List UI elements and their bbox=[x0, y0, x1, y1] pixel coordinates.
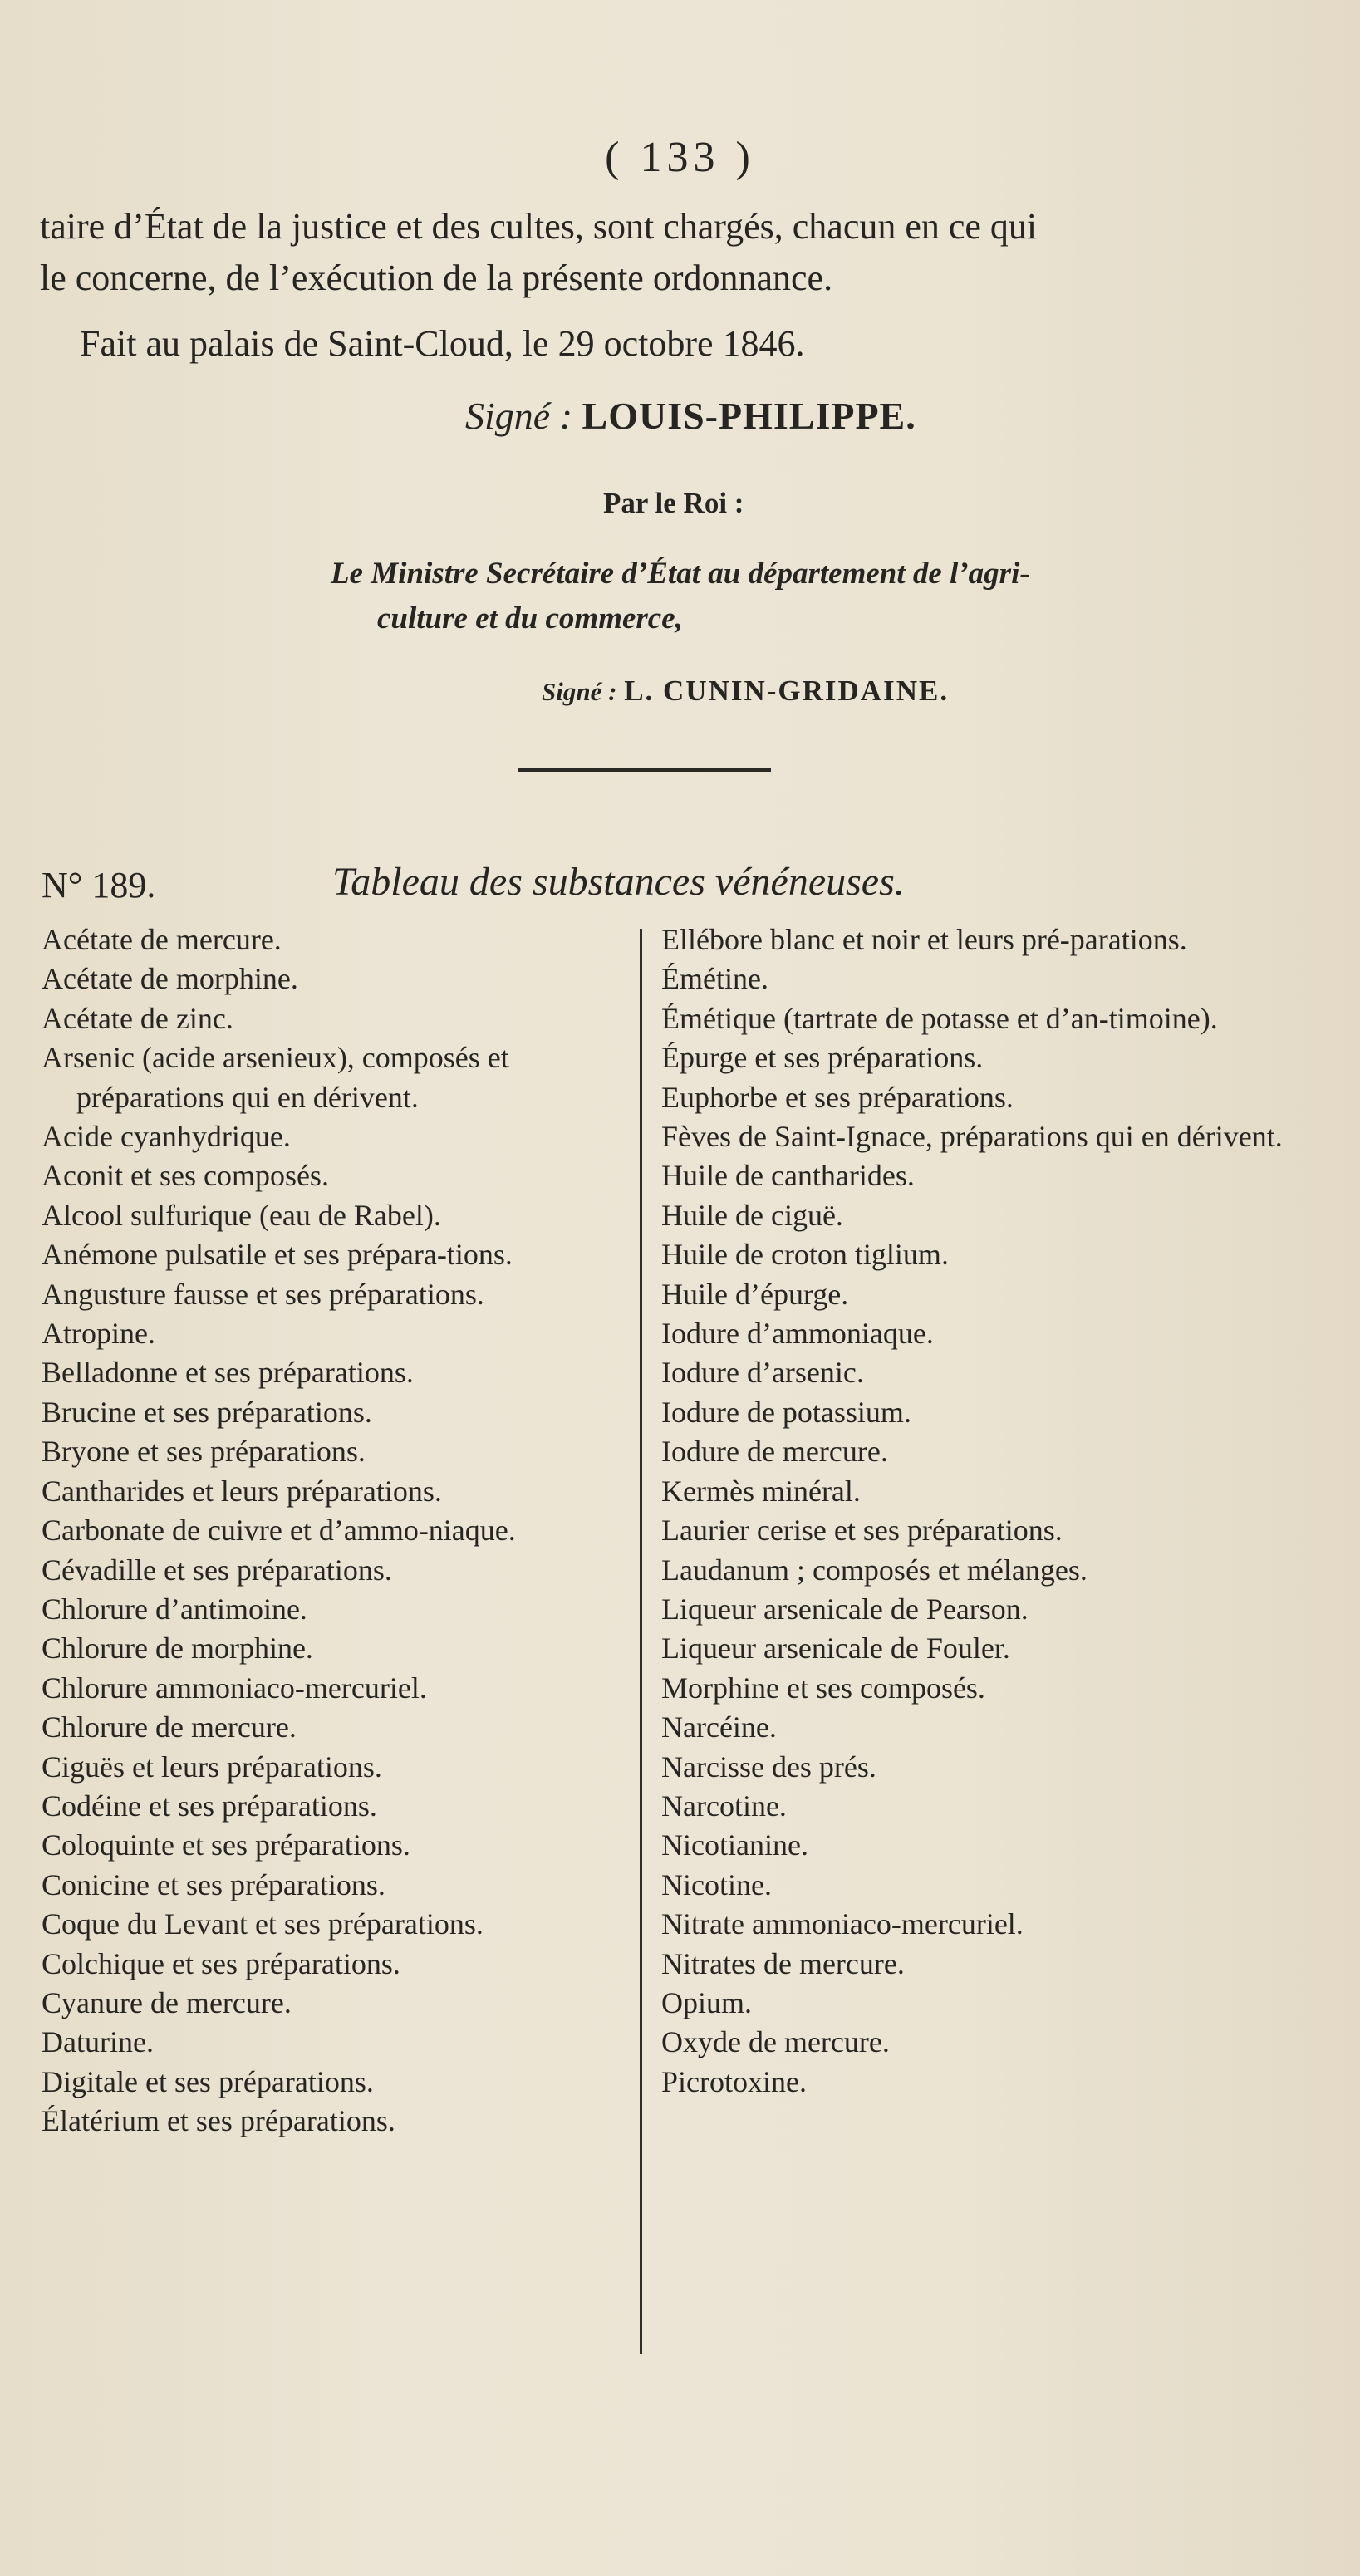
substance-entry: Acide cyanhydrique. bbox=[42, 1120, 291, 1154]
substance-entry: Opium. bbox=[661, 1985, 753, 2019]
substance-entry: Narcotine. bbox=[661, 1788, 787, 1823]
substance-entry: Alcool sulfurique (eau de Rabel). bbox=[42, 1198, 441, 1232]
date-place-line: Fait au palais de Saint-Cloud, le 29 octobre 1846. bbox=[80, 323, 805, 364]
substance-entry: Iodure d’arsenic. bbox=[661, 1356, 864, 1390]
substance-entry: Huile d’épurge. bbox=[661, 1277, 849, 1311]
substance-entry: Bryone et ses préparations. bbox=[42, 1435, 366, 1469]
substance-entry: Atropine. bbox=[42, 1317, 155, 1351]
substance-entry: Euphorbe et ses préparations. bbox=[661, 1080, 1014, 1114]
substance-entry: Kermès minéral. bbox=[661, 1474, 861, 1508]
intro-paragraph bbox=[40, 201, 1269, 304]
substance-entry: Arsenic (acide arsenieux), composés et préparations qui en dérivent. bbox=[42, 1041, 509, 1114]
substance-entry: Émétine. bbox=[661, 962, 768, 996]
substance-entry: Huile de croton tiglium. bbox=[661, 1238, 949, 1272]
intro-line-2: le concerne, de l’exécution de la présente ordonnance. bbox=[40, 258, 833, 298]
substance-entry: Acétate de zinc. bbox=[42, 1001, 233, 1035]
substance-entry: Laudanum ; composés et mélanges. bbox=[661, 1553, 1088, 1587]
substance-entry: Carbonate de cuivre et d’ammo-niaque. bbox=[42, 1514, 516, 1548]
substance-entry: Brucine et ses préparations. bbox=[42, 1395, 372, 1429]
minister-title bbox=[331, 552, 1286, 641]
substance-entry: Ellébore blanc et noir et leurs pré-parations. bbox=[661, 923, 1187, 956]
minister-signature-name: L. CUNIN-GRIDAINE. bbox=[624, 675, 950, 707]
substance-entry: Colchique et ses préparations. bbox=[42, 1946, 400, 1980]
minister-line-1: Le Ministre Secrétaire d’État au département de l’agri- bbox=[331, 557, 1030, 591]
table-title: Tableau des substances vénéneuses. bbox=[332, 860, 905, 904]
substance-entry: Cyanure de mercure. bbox=[42, 1985, 292, 2019]
substance-entry: Huile de ciguë. bbox=[661, 1198, 843, 1232]
substance-entry: Angusture fausse et ses préparations. bbox=[42, 1277, 484, 1311]
substance-entry: Liqueur arsenicale de Pearson. bbox=[661, 1592, 1029, 1626]
substance-entry: Liqueur arsenicale de Fouler. bbox=[661, 1631, 1010, 1666]
minister-line-2: culture et du commerce, bbox=[377, 601, 683, 635]
substance-entry: Épurge et ses préparations. bbox=[661, 1041, 984, 1075]
substance-entry: Iodure d’ammoniaque. bbox=[661, 1317, 934, 1351]
section-divider bbox=[518, 768, 771, 772]
minister-signature-label: Signé : bbox=[542, 677, 617, 706]
substance-entry: Nicotianine. bbox=[661, 1828, 808, 1862]
substance-entry: Coque du Levant et ses préparations. bbox=[42, 1907, 484, 1941]
signature-label: Signé : bbox=[465, 395, 573, 437]
royal-signature bbox=[465, 394, 916, 438]
substance-entry: Conicine et ses préparations. bbox=[42, 1867, 385, 1901]
substance-entry: Chlorure d’antimoine. bbox=[42, 1592, 307, 1626]
substance-entry: Oxyde de mercure. bbox=[661, 2025, 890, 2059]
intro-line-1: taire d’État de la justice et des cultes, sont chargés, chacun en ce qui bbox=[40, 206, 1038, 247]
page-number: ( 133 ) bbox=[605, 134, 755, 181]
substance-entry: Ciguës et leurs préparations. bbox=[42, 1749, 382, 1784]
substance-entry: Acétate de morphine. bbox=[42, 962, 298, 996]
substance-entry: Chlorure de mercure. bbox=[42, 1710, 297, 1744]
substance-entry: Belladonne et ses préparations. bbox=[42, 1356, 414, 1390]
signature-name: LOUIS-PHILIPPE. bbox=[582, 395, 916, 437]
substance-entry: Laurier cerise et ses préparations. bbox=[661, 1514, 1063, 1548]
substance-entry: Codéine et ses préparations. bbox=[42, 1788, 377, 1823]
column-divider bbox=[640, 929, 642, 2354]
substance-entry: Iodure de potassium. bbox=[661, 1395, 911, 1429]
substance-entry: Chlorure ammoniaco-mercuriel. bbox=[42, 1671, 427, 1705]
substance-entry: Cévadille et ses préparations. bbox=[42, 1553, 392, 1587]
substance-entry: Cantharides et leurs préparations. bbox=[42, 1474, 442, 1508]
substance-entry: Aconit et ses composés. bbox=[42, 1159, 329, 1193]
substance-entry: Anémone pulsatile et ses prépara-tions. bbox=[42, 1238, 513, 1272]
substance-entry: Chlorure de morphine. bbox=[42, 1631, 313, 1666]
minister-signature bbox=[542, 675, 949, 708]
substance-entry: Émétique (tartrate de potasse et d’an-timoine). bbox=[661, 1001, 1218, 1035]
substance-entry: Huile de cantharides. bbox=[661, 1159, 915, 1193]
substance-entry: Acétate de mercure. bbox=[42, 923, 282, 956]
substance-entry: Iodure de mercure. bbox=[661, 1435, 888, 1469]
substance-entry: Fèves de Saint-Ignace, préparations qui en dérivent. bbox=[661, 1120, 1283, 1154]
substance-entry: Nitrates de mercure. bbox=[661, 1946, 905, 1980]
substance-entry: Coloquinte et ses préparations. bbox=[42, 1828, 410, 1862]
document-number: N° 189. bbox=[42, 865, 156, 905]
substance-entry: Élatérium et ses préparations. bbox=[42, 2104, 395, 2138]
substance-entry: Nicotine. bbox=[661, 1867, 772, 1901]
substance-entry: Morphine et ses composés. bbox=[661, 1671, 985, 1705]
right-substance-column bbox=[661, 920, 1293, 2102]
substance-entry: Digitale et ses préparations. bbox=[42, 2064, 374, 2098]
substance-entry: Picrotoxine. bbox=[661, 2064, 807, 2098]
substance-entry: Narcéine. bbox=[661, 1710, 777, 1744]
substance-entry: Nitrate ammoniaco-mercuriel. bbox=[661, 1907, 1024, 1941]
substance-entry: Daturine. bbox=[42, 2025, 154, 2059]
left-substance-column bbox=[42, 920, 623, 2142]
substance-entry: Narcisse des prés. bbox=[661, 1749, 876, 1784]
par-le-roi: Par le Roi : bbox=[603, 487, 744, 519]
